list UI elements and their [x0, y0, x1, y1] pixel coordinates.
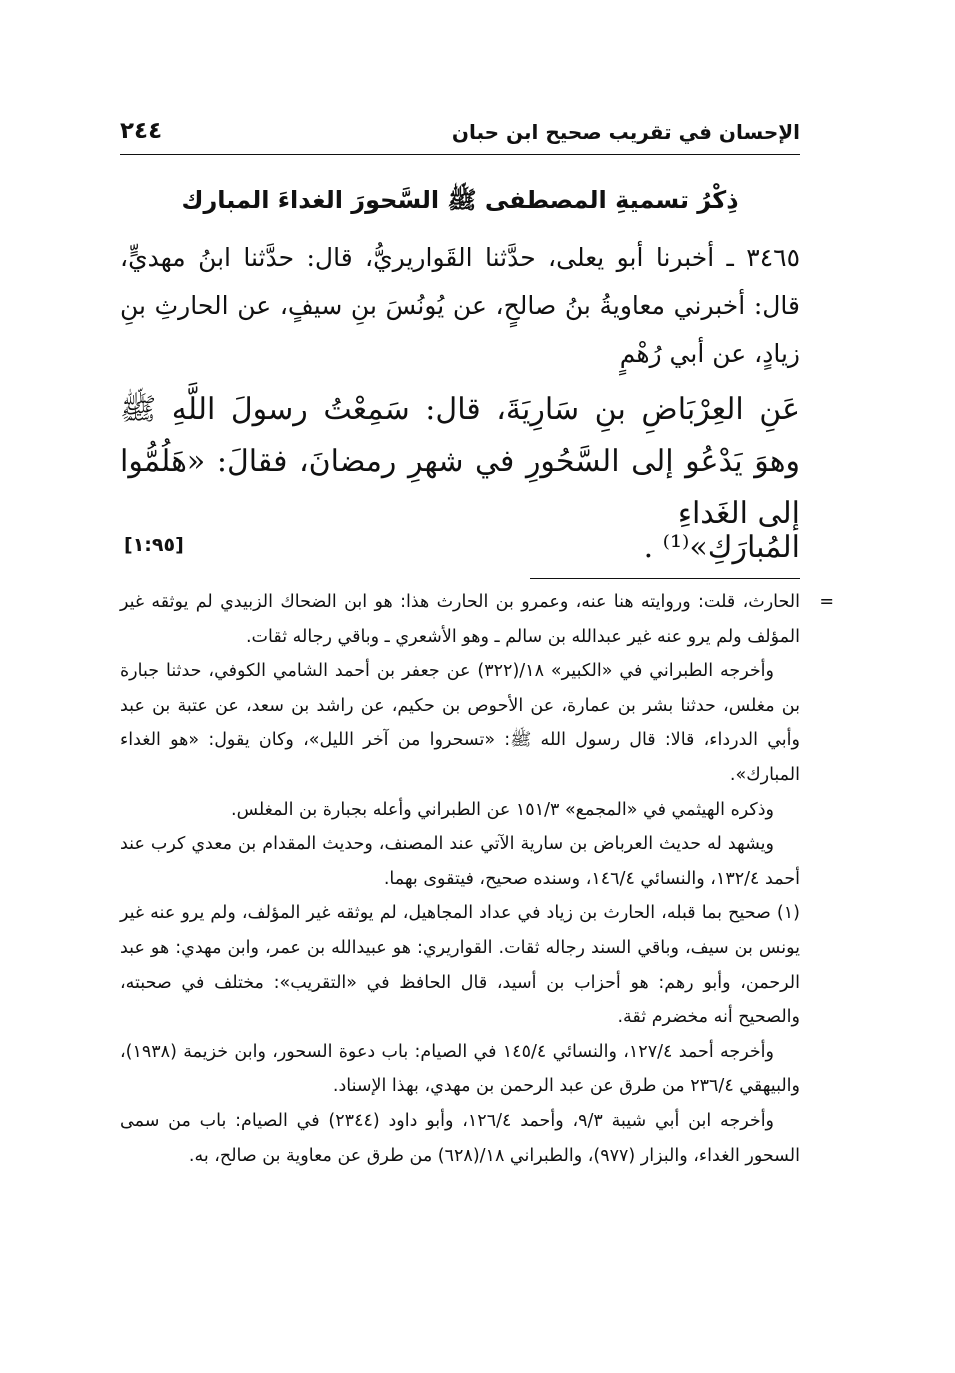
footnote-paragraph: وذكره الهيثمي في «المجمع» ١٥١/٣ عن الطبراني وأعله بجبارة بن المغلس.	[231, 799, 774, 820]
footnotes	[120, 585, 834, 1173]
running-title: الإحسان في تقريب صحيح ابن حبان	[451, 120, 800, 144]
page-number: ٢٤٤	[120, 118, 163, 144]
book-page	[120, 118, 834, 1173]
footnote-paragraph	[120, 585, 834, 654]
footnote-paragraph: وأخرجه الطبراني في «الكبير» ١٨/(٣٢٢) عن جعفر بن أحمد الشامي الكوفي، حدثنا جبارة بن مغلس، حدثنا بشر بن عمارة، عن الأحوص بن حكيم، عن راشد بن سعد، عن عتبة بن عبد وأبي الدرداء، قالا: قال رسول الله ﷺ: «تسحروا من آخر الليل»، وكان يقول: «هو الغداء المبارك».	[120, 661, 800, 785]
footnote-paragraph: وأخرجه ابن أبي شيبة ٩/٣، وأحمد ١٢٦/٤، وأبو داود (٢٣٤٤) في الصيام: باب من سمى السحور الغداء، والبزار (٩٧٧)، والطبراني ١٨/(٦٢٨) من طرق عن معاوية بن صالح، به.	[120, 1110, 800, 1166]
hadith-reference: [١:٩٥]	[124, 534, 184, 556]
section-title: ذِكْرُ تسميةِ المصطفى ﷺ السَّحورَ الغداءَ المبارك	[181, 186, 739, 214]
hadith-matn-end: المُبارَكِ»⁽¹⁾ .	[643, 530, 800, 565]
footnote-paragraph: وأخرجه أحمد ١٢٧/٤، والنسائي ١٤٥/٤ في الصيام: باب دعوة السحور، وابن خزيمة (١٩٣٨)، والبيهقي ٢٣٦/٤ من طرق عن عبد الرحمن بن مهدي، بهذا الإسناد.	[120, 1041, 800, 1097]
hadith-ending-line	[120, 530, 800, 570]
page-header	[120, 118, 800, 155]
footnote-paragraph: (١) صحيح بما قبله، الحارث بن زياد في عداد المجاهيل، لم يوثقه غير المؤلف، ولم يرو عنه غير يونس بن سيف، وباقي السند رجاله ثقات. القواريري: هو عبيدالله بن عمر، وابن مهدي: هو عبد الرحمن، وأبو رهم: هو أحزاب بن أسيد، قال الحافظ في «التقريب»: مختلف في صحبته، والصحيح أنه مخضرم ثقة.	[120, 903, 800, 1028]
footnote-paragraph: ويشهد له حديث العرباض بن سارية الآتي عند المصنف، وحديث المقدام بن معدي كرب عند أحمد ١٣٢/٤، والنسائي ١٤٦/٤، وسنده صحيح، فيتقوى بهما.	[120, 834, 800, 889]
hadith-isnad: ٣٤٦٥ ـ أخبرنا أبو يعلى، حدَّثنا القَواريريُّ، قال: حدَّثنا ابنُ مهديٍّ، قال: أخبرني معاويةُ بنُ صالحٍ، عن يُونُسَ بنِ سيفٍ، عن الحارثِ بنِ زيادٍ، عن أبي رُهْمٍ	[120, 243, 800, 368]
continuation-mark: =	[819, 592, 834, 612]
footnote-text: الحارث، قلت: وروايته هنا عنه، وعمرو بن الحارث هذا: هو ابن الضحاك الزبيدي لم يوثقه غير المؤلف ولم يرو عنه غير عبدالله بن سالم ـ وهو الأشعري ـ وباقي رجاله ثقات.	[120, 592, 800, 647]
footnote-divider	[530, 578, 800, 579]
hadith-matn: عَنِ العِرْبَاضِ بنِ سَارِيَةَ، قال: سَمِعْتُ رسولَ اللَّهِ ﷺ وهوَ يَدْعُو إلى السَّحُورِ في شهرِ رمضانَ، فقالَ: «هَلُمُّوا إلى الغَداءِ	[120, 392, 800, 531]
